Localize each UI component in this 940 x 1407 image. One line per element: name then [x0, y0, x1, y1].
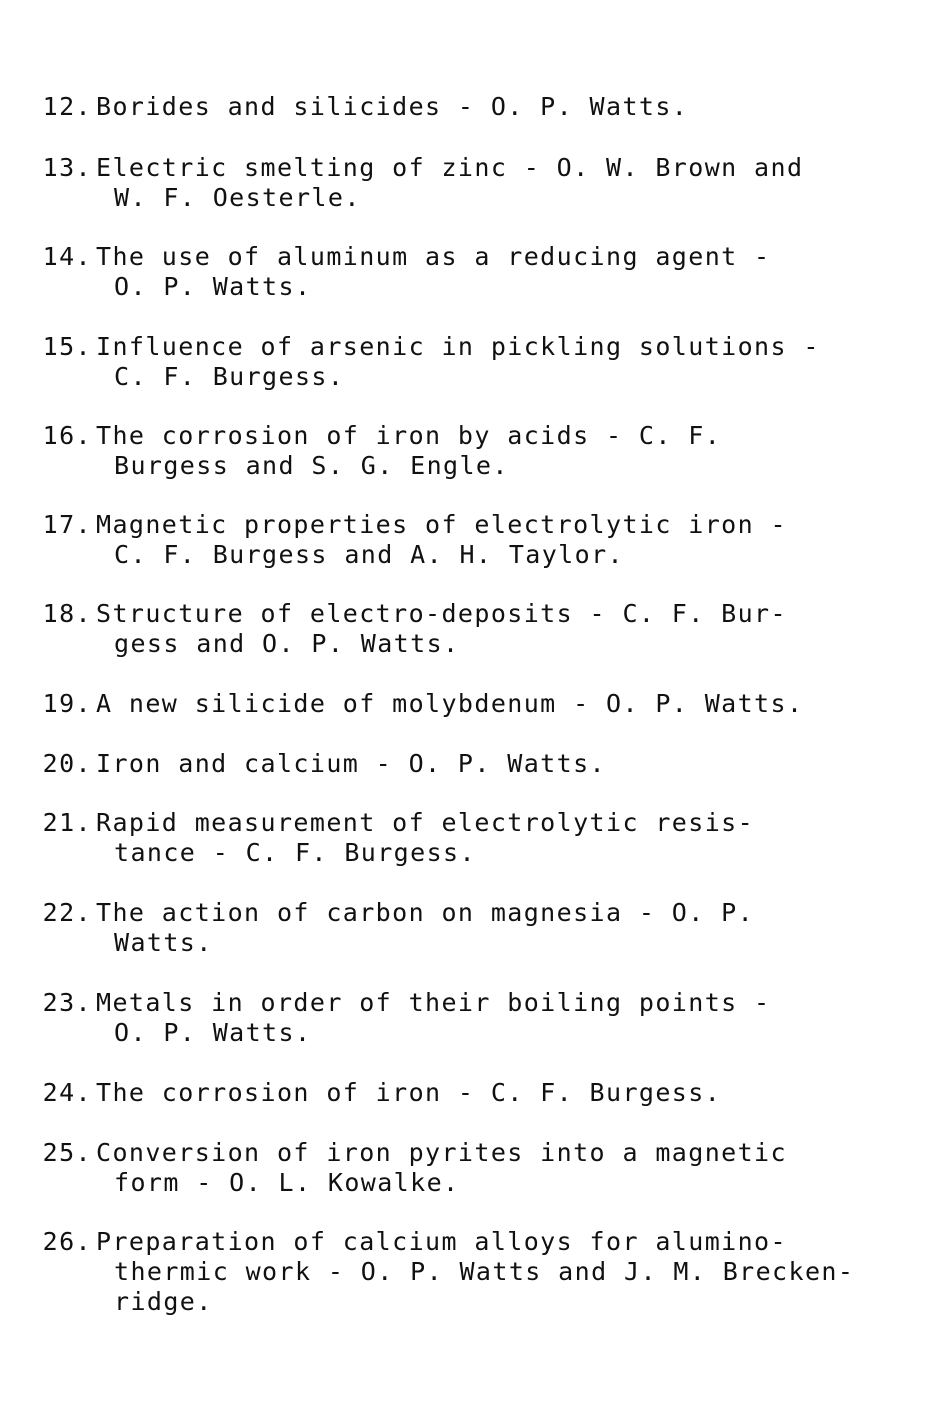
entry-text-line: gess and O. P. Watts. [114, 629, 460, 658]
entry-text-line: Magnetic properties of electrolytic iron - [96, 510, 787, 539]
entry-text-line: O. P. Watts. [114, 1018, 312, 1047]
entry-text-line: ridge. [114, 1287, 213, 1316]
entry-text-line: Rapid measurement of electrolytic resis- [96, 808, 755, 837]
entry-number: 21. [42, 808, 92, 837]
entry-number: 17. [42, 510, 92, 539]
entry-text-line: Burgess and S. G. Engle. [114, 451, 509, 480]
entry-number: 18. [42, 599, 92, 628]
entry-text-line: The use of aluminum as a reducing agent - [96, 242, 771, 271]
entry-text-line: The corrosion of iron by acids - C. F. [96, 421, 722, 450]
entry-text-line: Preparation of calcium alloys for alumino- [96, 1227, 787, 1256]
entry-text-line: C. F. Burgess and A. H. Taylor. [114, 540, 624, 569]
entry-number: 20. [42, 749, 92, 778]
entry-number: 16. [42, 421, 92, 450]
entry-number: 25. [42, 1138, 92, 1167]
entry-number: 24. [42, 1078, 92, 1107]
entry-text-line: O. P. Watts. [114, 272, 312, 301]
entry-text-line: form - O. L. Kowalke. [114, 1168, 460, 1197]
entry-number: 23. [42, 988, 92, 1017]
entry-number: 14. [42, 242, 92, 271]
entry-text-line: Borides and silicides - O. P. Watts. [96, 92, 689, 121]
entry-text-line: Iron and calcium - O. P. Watts. [96, 749, 606, 778]
entry-number: 15. [42, 332, 92, 361]
entry-text-line: C. F. Burgess. [114, 362, 345, 391]
entry-number: 26. [42, 1227, 92, 1256]
entry-text-line: A new silicide of molybdenum - O. P. Watts. [96, 689, 804, 718]
entry-text-line: Structure of electro-deposits - C. F. Bur- [96, 599, 787, 628]
entry-number: 13. [42, 153, 92, 182]
entry-text-line: The corrosion of iron - C. F. Burgess. [96, 1078, 722, 1107]
entry-text-line: thermic work - O. P. Watts and J. M. Brecken- [114, 1257, 855, 1286]
entry-text-line: Influence of arsenic in pickling solutions - [96, 332, 820, 361]
entry-text-line: Conversion of iron pyrites into a magnetic [96, 1138, 787, 1167]
entry-text-line: W. F. Oesterle. [114, 183, 361, 212]
entry-text-line: Electric smelting of zinc - O. W. Brown and [96, 153, 804, 182]
entry-text-line: Watts. [114, 928, 213, 957]
entry-number: 19. [42, 689, 92, 718]
entry-text-line: tance - C. F. Burgess. [114, 838, 476, 867]
entry-number: 22. [42, 898, 92, 927]
entry-number: 12. [42, 92, 92, 121]
list-item [0, 1227, 940, 1407]
entry-text-line: Metals in order of their boiling points - [96, 988, 771, 1017]
entry-text-line: The action of carbon on magnesia - O. P. [96, 898, 755, 927]
